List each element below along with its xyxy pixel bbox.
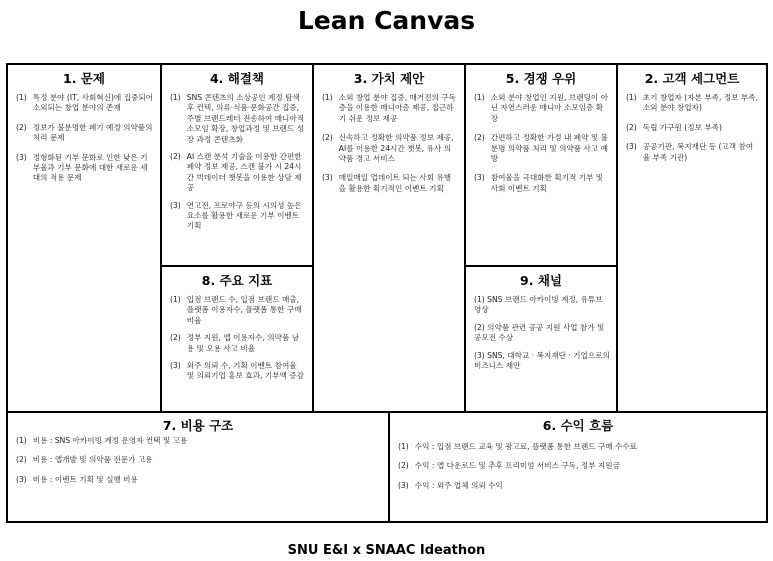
- channels-item: [474, 323, 610, 344]
- metrics-item: [170, 361, 306, 382]
- solution-section: [160, 65, 312, 265]
- value-item: [322, 133, 458, 164]
- cost-items: [8, 436, 388, 485]
- value-heading: 3. 가치 제안: [353, 71, 425, 86]
- channels-item-text: (1) SNS 브랜드 아카이빙 계정, 유튜브 영상: [474, 295, 603, 315]
- segments-heading: 2. 고객 세그먼트: [644, 71, 740, 86]
- metrics-item-number: (1): [170, 295, 181, 304]
- value-item: [322, 173, 458, 194]
- page-title: Lean Canvas: [297, 6, 476, 35]
- cost-item: [16, 436, 382, 446]
- value-items: [314, 93, 464, 194]
- value-item-number: (2): [322, 133, 333, 143]
- metrics-item-text: 외주 의뢰 수, 기획 이벤트 참여율 및 의뢰기업 홍보 효과, 기부액 증감: [186, 361, 304, 381]
- advantage-heading: 5. 경쟁 우위: [505, 71, 577, 86]
- lean-canvas-grid: [6, 63, 768, 523]
- revenue-item: [398, 481, 760, 491]
- metrics-heading: 8. 주요 지표: [201, 273, 273, 288]
- solution-item: [170, 93, 306, 145]
- solution-item-text: SNS 콘텐츠의 소상공인 계정 탐색 후 컨텍, 의류·식품·문화공간 집중, 주별 브랜드레터 전송하여 매니아적 소모임 확장, 창업과정 및 브랜드 성장 과정 콘텐츠화: [186, 93, 305, 144]
- problem-item: [16, 93, 154, 114]
- advantage-item: [474, 173, 610, 194]
- revenue-items: [390, 442, 766, 491]
- value-item: [322, 93, 458, 124]
- metrics-item-number: (2): [170, 333, 181, 343]
- cost-section: [8, 411, 388, 521]
- problem-item-number: (3): [16, 152, 27, 162]
- solution-item-text: 연고전, 프로야구 등의 시의성 높은 요소를 활용한 새로운 기부 이벤트 기획: [186, 200, 302, 231]
- revenue-section: [388, 411, 766, 521]
- problem-section: [8, 65, 160, 411]
- advantage-item-number: (1): [474, 93, 485, 102]
- value-item-text: 소외 창업 분야 집중, 매거진의 구독층을 이용한 매니아층 제공, 접근하기 쉬운 정보 제공: [338, 93, 456, 123]
- revenue-item-number: (2): [398, 461, 409, 471]
- solution-items: [162, 93, 312, 232]
- value-item-number: (3): [322, 173, 333, 183]
- problem-item: [16, 153, 154, 184]
- solution-item: [170, 201, 306, 232]
- metrics-item-number: (3): [170, 361, 181, 371]
- metrics-item-text: 정부 지원, 앱 이용자수, 의약품 남용 및 오용 사고 비율: [186, 333, 300, 353]
- segments-item-text: 공공기관, 복지재단 등 (고객 참여율 부족 기관): [642, 142, 754, 162]
- cost-item-number: (1): [16, 436, 27, 445]
- advantage-item: [474, 93, 610, 124]
- solution-item-number: (1): [170, 93, 181, 102]
- value-section: [312, 65, 464, 411]
- segments-section: [616, 65, 766, 411]
- revenue-item: [398, 461, 760, 471]
- advantage-item-number: (3): [474, 173, 485, 183]
- problem-item: [16, 123, 154, 144]
- segments-item: [626, 123, 760, 133]
- problem-heading: 1. 문제: [63, 71, 105, 86]
- solution-heading: 4. 해결책: [209, 71, 265, 86]
- advantage-item-text: 소외 분야 창업인 지원, 브랜딩이 아닌 자연스러운 매니아 소모임층 확장: [490, 93, 608, 123]
- solution-item: [170, 152, 306, 194]
- cost-item: [16, 455, 382, 465]
- metrics-item: [170, 295, 306, 326]
- solution-item-text: AI 스캔 분석 기술을 이용한 간편한 폐약 정보 제공, 스캔 불가 시 24시간 빅데이터 챗봇을 이용한 상담 제공: [186, 152, 302, 193]
- channels-item-text: (3) SNS, 대학교 · 복지재단 · 기업으로의 비즈니스 제안: [474, 350, 610, 371]
- channels-section: [464, 265, 616, 411]
- advantage-item-text: 참여율을 극대화한 획기적 기부 및 사회 이벤트 기획: [490, 173, 604, 193]
- segments-item-number: (2): [626, 122, 637, 132]
- revenue-item-number: (3): [398, 480, 409, 490]
- metrics-section: [160, 265, 312, 411]
- metrics-items: [162, 295, 312, 382]
- advantage-section: [464, 65, 616, 265]
- cost-heading: 7. 비용 구조: [162, 418, 234, 433]
- channels-items: [466, 295, 616, 371]
- revenue-item-text: 수익 : 외주 업체 의뢰 수익: [414, 480, 503, 490]
- advantage-items: [466, 93, 616, 194]
- cost-item-text: 비용 : 앱개발 및 의약품 전문가 고용: [32, 455, 153, 465]
- cost-item-number: (3): [16, 474, 27, 484]
- problem-item-number: (2): [16, 122, 27, 132]
- solution-item-number: (3): [170, 200, 181, 210]
- revenue-item-number: (1): [398, 442, 409, 451]
- channels-item-text: (2) 의약품 관련 공공 지원 사업 참가 및 공모전 수상: [474, 322, 605, 343]
- problem-item-number: (1): [16, 93, 27, 102]
- problem-item-text: 정형화된 기부 문화로 인한 낮은 기부율과 기부 문화에 대한 새로운 세대의 적용 문제: [32, 152, 148, 183]
- segments-item: [626, 93, 760, 114]
- advantage-item-number: (2): [474, 133, 485, 143]
- solution-item-number: (2): [170, 152, 181, 162]
- segments-item-number: (1): [626, 93, 637, 102]
- problem-item-text: 특정 분야 (IT, 사회혁신)에 집중되어 소외되는 창업 분야의 존재: [32, 93, 153, 113]
- problem-item-text: 정보가 불분명한 폐기 예정 의약품의 처리 문제: [32, 122, 153, 143]
- advantage-item-text: 간편하고 정확한 가정 내 폐약 및 불분명 의약품 처리 및 의약품 사고 예방: [490, 133, 608, 164]
- channels-item: [474, 295, 610, 316]
- revenue-heading: 6. 수익 흐름: [542, 418, 614, 433]
- value-item-text: 신속하고 정확한 의약품 정보 제공, AI를 이용한 24시간 챗봇, 유사 의약품 경고 서비스: [338, 133, 454, 164]
- footer-text: SNU E&I x SNAAC Ideathon: [287, 543, 486, 558]
- metrics-item: [170, 333, 306, 354]
- value-item-number: (1): [322, 93, 333, 102]
- segments-item-text: 초기 창업자 (자본 부족, 정보 부족, 소외 분야 창업자): [642, 93, 758, 113]
- revenue-item-text: 수익 : 앱 다운로드 및 추후 프리미엄 서비스 구독, 정부 지원금: [414, 461, 620, 471]
- cost-item-number: (2): [16, 455, 27, 465]
- problem-items: [8, 93, 160, 184]
- channels-item: [474, 351, 610, 372]
- revenue-item-text: 수익 : 입점 브랜드 교육 및 광고료, 플랫폼 통한 브랜드 구매 수수료: [414, 442, 638, 451]
- metrics-item-text: 입점 브랜드 수, 입점 브랜드 매출, 플랫폼 이용자수, 플랫폼 통한 구매 비율: [186, 295, 302, 325]
- advantage-item: [474, 133, 610, 164]
- cost-item-text: 비용 : SNS 아카이빙 계정 운영자 컨택 및 고용: [32, 436, 188, 445]
- value-item-text: 매일매일 업데이트 되는 사회 유행을 활용한 획기적인 이벤트 기획: [338, 173, 452, 193]
- segments-item: [626, 142, 760, 163]
- revenue-item: [398, 442, 760, 452]
- cost-item-text: 비용 : 이벤트 기획 및 실행 비용: [32, 474, 138, 484]
- segments-item-text: 독립 가구원 (정보 부족): [642, 122, 722, 132]
- segments-item-number: (3): [626, 142, 637, 152]
- cost-item: [16, 475, 382, 485]
- segments-items: [618, 93, 766, 163]
- channels-heading: 9. 채널: [520, 273, 562, 288]
